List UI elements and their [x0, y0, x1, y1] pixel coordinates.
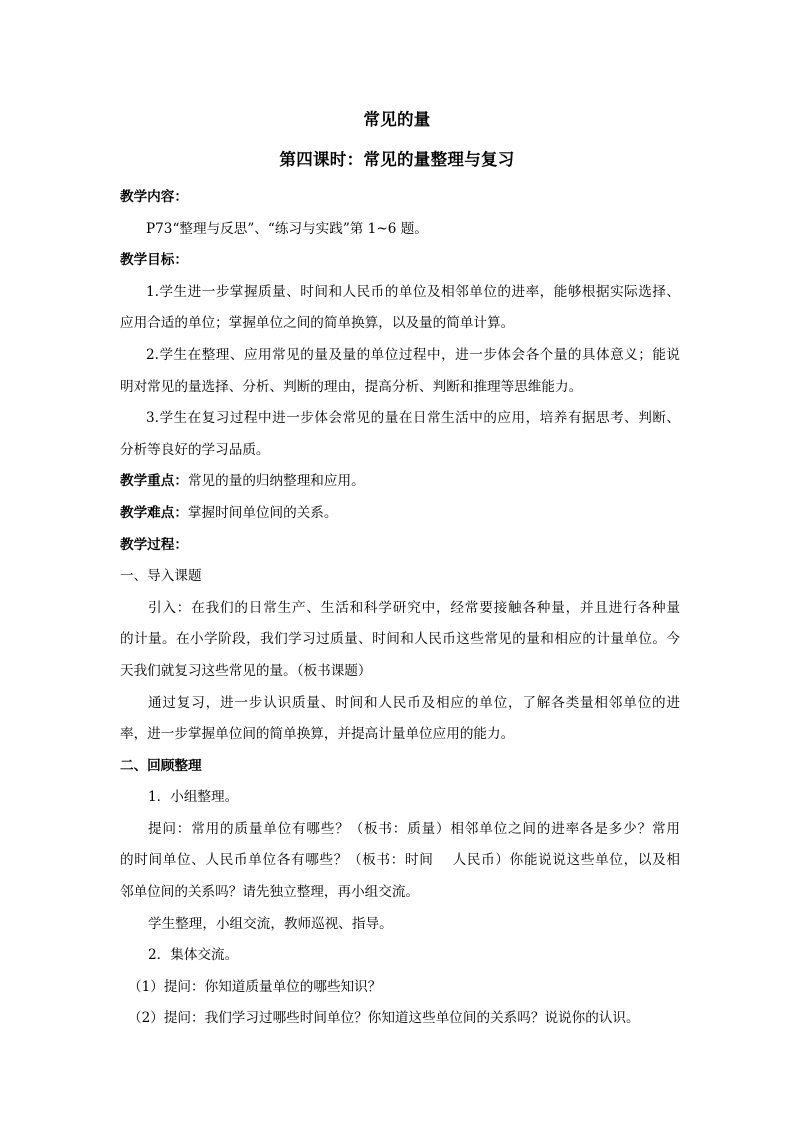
- step1-text: 1．小组整理。: [148, 789, 239, 806]
- review-line2: 率，进一步掌握单位间的简单换算，并提高计量单位应用的能力。: [120, 726, 515, 743]
- question-line2: 的时间单位、人民币单位各有哪些？（板书：时间 人民币）你能说说这些单位，以及相: [120, 852, 680, 869]
- step2-text: 2．集体交流。: [148, 947, 239, 964]
- intro-line2: 的计量。在小学阶段，我们学习过质量、时间和人民币这些常见的量和相应的计量单位。今: [120, 631, 680, 648]
- content-text: P73“整理与反思”、“练习与实践”第 1~6 题。: [146, 220, 428, 237]
- goals-heading: 教学目标：: [120, 252, 188, 269]
- lesson-subtitle: 第四课时：常见的量整理与复习: [279, 150, 515, 169]
- goal1-line2: 应用合适的单位；掌握单位之间的简单换算，以及量的简单计算。: [120, 315, 515, 332]
- document-body: [120, 182, 680, 1035]
- question-line3: 邻单位间的关系吗？请先独立整理，再小组交流。: [120, 884, 420, 901]
- section2-heading: 二、回顾整理: [120, 757, 202, 774]
- section1-heading: 一、导入课题: [120, 568, 202, 585]
- goal1-line1: 1.学生进一步掌握质量、时间和人民币的单位及相邻单位的进率，能够根据实际选择、: [146, 283, 680, 300]
- difficulty-heading: 教学难点：: [120, 504, 188, 521]
- process-heading: 教学过程：: [120, 536, 188, 553]
- intro-line1: 引入：在我们的日常生产、生活和科学研究中，经常要接触各种量，并且进行各种量: [148, 599, 680, 616]
- content-heading: 教学内容：: [120, 189, 188, 205]
- intro-line3: 天我们就复习这些常见的量。（板书课题）: [120, 662, 372, 679]
- sub-question-1: （1）提问：你知道质量单位的哪些知识？: [128, 978, 382, 995]
- key-point-text: 常见的量的归纳整理和应用。: [187, 473, 365, 490]
- question-line1: 提问：常用的质量单位有哪些？（板书：质量）相邻单位之间的进率各是多少？常用: [148, 820, 680, 837]
- document-title: 常见的量: [363, 110, 431, 129]
- sub-question-2: （2）提问：我们学习过哪些时间单位？你知道这些单位间的关系吗？说说你的认识。: [128, 1010, 640, 1027]
- goal3-line1: 3.学生在复习过程中进一步体会常见的量在日常生活中的应用，培养有据思考、判断、: [146, 410, 680, 427]
- goal2-line1: 2.学生在整理、应用常见的量及量的单位过程中，进一步体会各个量的具体意义；能说: [146, 346, 680, 363]
- key-point-line: [120, 466, 680, 498]
- review-line1: 通过复习，进一步认识质量、时间和人民币及相应的单位，了解各类量相邻单位的进: [148, 694, 680, 711]
- activity-text: 学生整理，小组交流，教师巡视、指导。: [148, 915, 393, 932]
- difficulty-line: [120, 498, 680, 530]
- goal3-line2: 分析等良好的学习品质。: [120, 441, 270, 458]
- goal2-line2: 明对常见的量选择、分析、判断的理由，提高分析、判断和推理等思维能力。: [120, 378, 583, 395]
- key-point-heading: 教学重点：: [120, 473, 188, 490]
- difficulty-text: 掌握时间单位间的关系。: [187, 504, 338, 521]
